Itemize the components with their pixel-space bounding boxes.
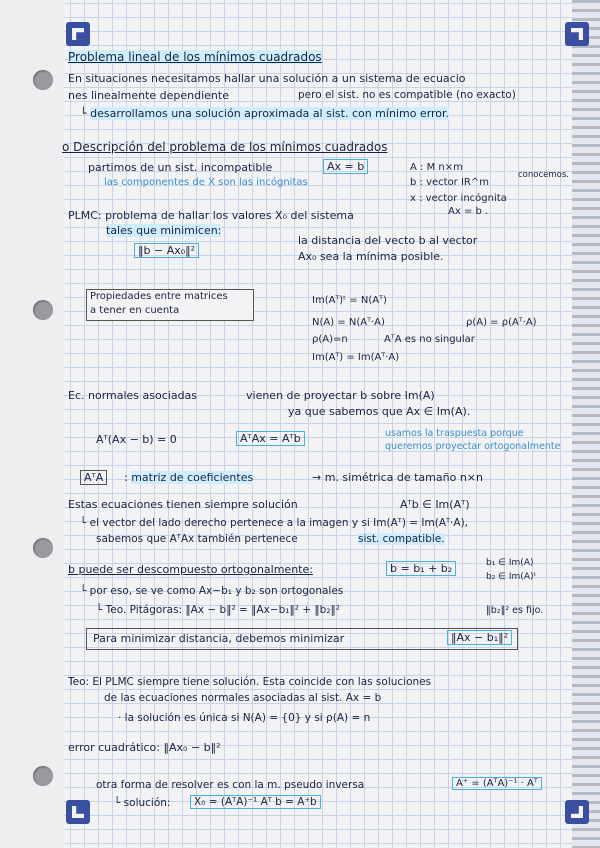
note: usamos la traspuesta porque <box>385 428 524 439</box>
distance-note: Ax₀ sea la mínima posible. <box>298 250 444 263</box>
solution-line: └ el vector del lado derecho pertenece a la imagen y si Im(Aᵀ) = Im(Aᵀ·A), <box>80 517 468 529</box>
intro-line: desarrollamos una solución aproximada al sist. con mínimo error. <box>90 107 450 120</box>
ata-desc: → m. simétrica de tamaño n×n <box>312 471 483 484</box>
corner-mark-icon <box>565 22 589 46</box>
solution-line: sabemos que AᵀAx también pertenece <box>96 533 298 545</box>
definition: Ax = b . <box>448 206 489 217</box>
normal-eq-line: Ec. normales asociadas <box>68 389 198 402</box>
decomp-line: b puede ser descompuesto ortogonalmente: <box>68 563 313 576</box>
normal-eq-line: ya que sabemos que Ax ∈ Im(A). <box>288 405 471 418</box>
decomp-eq-box: b = b₁ + b₂ <box>386 561 456 576</box>
property-item: AᵀA es no singular <box>384 334 475 345</box>
ata-box: AᵀA <box>80 470 107 485</box>
note: las componentes de X son las incógnitas <box>104 177 308 188</box>
solution-box: X₀ = (AᵀA)⁻¹ Aᵀ b = A⁺b <box>190 795 321 809</box>
pseudo-inverse-line: otra forma de resolver es con la m. pseudo inversa <box>96 779 365 791</box>
decomp-side: b₂ ∈ Im(A)ᵗ <box>486 572 537 582</box>
binder-hole <box>33 300 53 320</box>
solution-line: Aᵀb ∈ Im(Aᵀ) <box>400 498 470 511</box>
theorem-line: · la solución es única si N(A) = {0} y si ρ(A) = n <box>118 712 371 724</box>
distance-note: la distancia del vecto b al vector <box>298 234 478 247</box>
brace-note: conocemos. <box>518 170 569 180</box>
corner-mark-icon <box>565 800 589 824</box>
equation-box: ‖b − Ax₀‖² <box>134 243 199 258</box>
notebook-page: Problema lineal de los mínimos cuadrados En situaciones necesitamos hallar una solución a un sistema de ecuacio nes linealmente dependiente pero el sist. no es compatible (no exacto) └ desarrollamos una solución aproximada al sist. con mínimo error. o Descripción del problema de los mínimos cuadrados partimos de un sist. incompatible Ax = b las componentes de X son las incógnitas A : M n×m b : vector IR^m x : vector incógnita Ax = b . conocemos. PLMC: problema de hallar los valores X₀ del sistema tales que minimicen: ‖b − Ax₀‖² la distancia del vecto b al vector Ax₀ sea la mínima posible. Propiedades entre matrices a tener en cuenta Im(Aᵀ)ᵗ = N(Aᵀ) N(A) = N(Aᵀ·A) ρ(A) = ρ(Aᵀ·A) ρ(A)=n AᵀA es no singular Im(Aᵀ) = Im(Aᵀ·A) Ec. normales asociadas vienen de proyectar b sobre Im(A) ya que sabemos que Ax ∈ Im(A). Aᵀ(Ax − b) = 0 AᵀAx = Aᵀb usamos la traspuesta porque queremos proyectar ortogonalmente AᵀA : matriz de coeficientes → m. simétrica de tamaño n×n Estas ecuaciones tienen siempre solución Aᵀb ∈ Im(Aᵀ) └ el vector del lado derecho pertenece a la imagen y si Im(Aᵀ) = Im(Aᵀ·A), sabemos que AᵀAx también pertenece sist. compatible. b puede ser descompuesto ortogonalmente: b = b₁ + b₂ b₁ ∈ Im(A) b₂ ∈ Im(A)ᵗ └ por eso, se ve como Ax−b₁ y b₂ son ortogonales └ Teo. Pitágoras: ‖Ax − b‖² = ‖Ax−b₁‖² + ‖b₂‖² ‖b₂‖² es fijo. Para minimizar distancia, debemos minimizar ‖Ax − b₁‖² Teo: El PLMC siempre tiene solución. Esta coincide con las soluciones de las ecuaciones normales asociadas al sist. Ax = b · la solución es única si N(A) = {0} y si ρ(A) = n error cuadrático: ‖Ax₀ − b‖² otra forma de resolver es con la m. pseudo inversa A⁺ = (AᵀA)⁻¹ · Aᵀ └ solución: X₀ = (AᵀA)⁻¹ Aᵀ b = A⁺b <box>0 0 600 848</box>
pseudo-inverse-box: A⁺ = (AᵀA)⁻¹ · Aᵀ <box>452 777 542 790</box>
corner-mark-icon <box>66 22 90 46</box>
intro-line: nes linealmente dependiente <box>68 89 229 102</box>
solution-line: Estas ecuaciones tienen siempre solución <box>68 498 298 511</box>
intro-line: En situaciones necesitamos hallar una solución a un sistema de ecuacio <box>68 72 466 85</box>
page-title: Problema lineal de los mínimos cuadrados <box>68 50 322 64</box>
spiral-binding <box>572 0 600 848</box>
note: queremos proyectar ortogonalmente <box>385 441 561 452</box>
properties-box: Propiedades entre matrices a tener en cuenta <box>86 289 254 321</box>
minimize-box: Para minimizar distancia, debemos minimizar ‖Ax − b₁‖² <box>86 628 518 650</box>
decomp-line: └ Teo. Pitágoras: ‖Ax − b‖² = ‖Ax−b₁‖² + ‖b₂‖² <box>96 604 340 616</box>
plmc-def: tales que minimicen: <box>106 224 222 237</box>
corner-mark-icon <box>66 800 90 824</box>
theorem-line: de las ecuaciones normales asociadas al sist. Ax = b <box>104 692 382 704</box>
binder-hole <box>33 766 53 786</box>
normal-eq-box: AᵀAx = Aᵀb <box>236 431 305 446</box>
ata-desc: : matriz de coeficientes <box>124 471 254 484</box>
normal-eq: Aᵀ(Ax − b) = 0 <box>96 433 177 446</box>
decomp-side: b₁ ∈ Im(A) <box>486 558 534 568</box>
property-item: Im(Aᵀ)ᵗ = N(Aᵀ) <box>312 295 387 306</box>
property-item: ρ(A)=n <box>312 334 348 345</box>
binder-hole <box>33 70 53 90</box>
error-line: error cuadrático: ‖Ax₀ − b‖² <box>68 741 221 754</box>
binder-margin <box>0 0 64 848</box>
plmc-def: PLMC: problema de hallar los valores X₀ del sistema <box>68 209 354 222</box>
bullet: partimos de un sist. incompatible <box>88 161 273 174</box>
decomp-line: ‖b₂‖² es fijo. <box>486 605 544 616</box>
normal-eq-line: vienen de proyectar b sobre Im(A) <box>246 389 435 402</box>
definition: b : vector IR^m <box>410 177 489 188</box>
property-item: ρ(A) = ρ(Aᵀ·A) <box>466 317 537 328</box>
section-heading: o Descripción del problema de los mínimos cuadrados <box>62 140 388 154</box>
solution-label: └ solución: <box>114 797 171 809</box>
binder-hole <box>33 538 53 558</box>
property-item: Im(Aᵀ) = Im(Aᵀ·A) <box>312 352 400 363</box>
intro-line: pero el sist. no es compatible (no exacto) <box>298 89 516 101</box>
theorem-line: Teo: El PLMC siempre tiene solución. Esta coincide con las soluciones <box>68 676 432 688</box>
solution-line: sist. compatible. <box>358 533 445 545</box>
equation-box: Ax = b <box>323 159 368 174</box>
definition: x : vector incógnita <box>410 193 507 204</box>
definition: A : M n×m <box>410 162 463 173</box>
decomp-line: └ por eso, se ve como Ax−b₁ y b₂ son ortogonales <box>80 585 344 597</box>
property-item: N(A) = N(Aᵀ·A) <box>312 317 385 328</box>
